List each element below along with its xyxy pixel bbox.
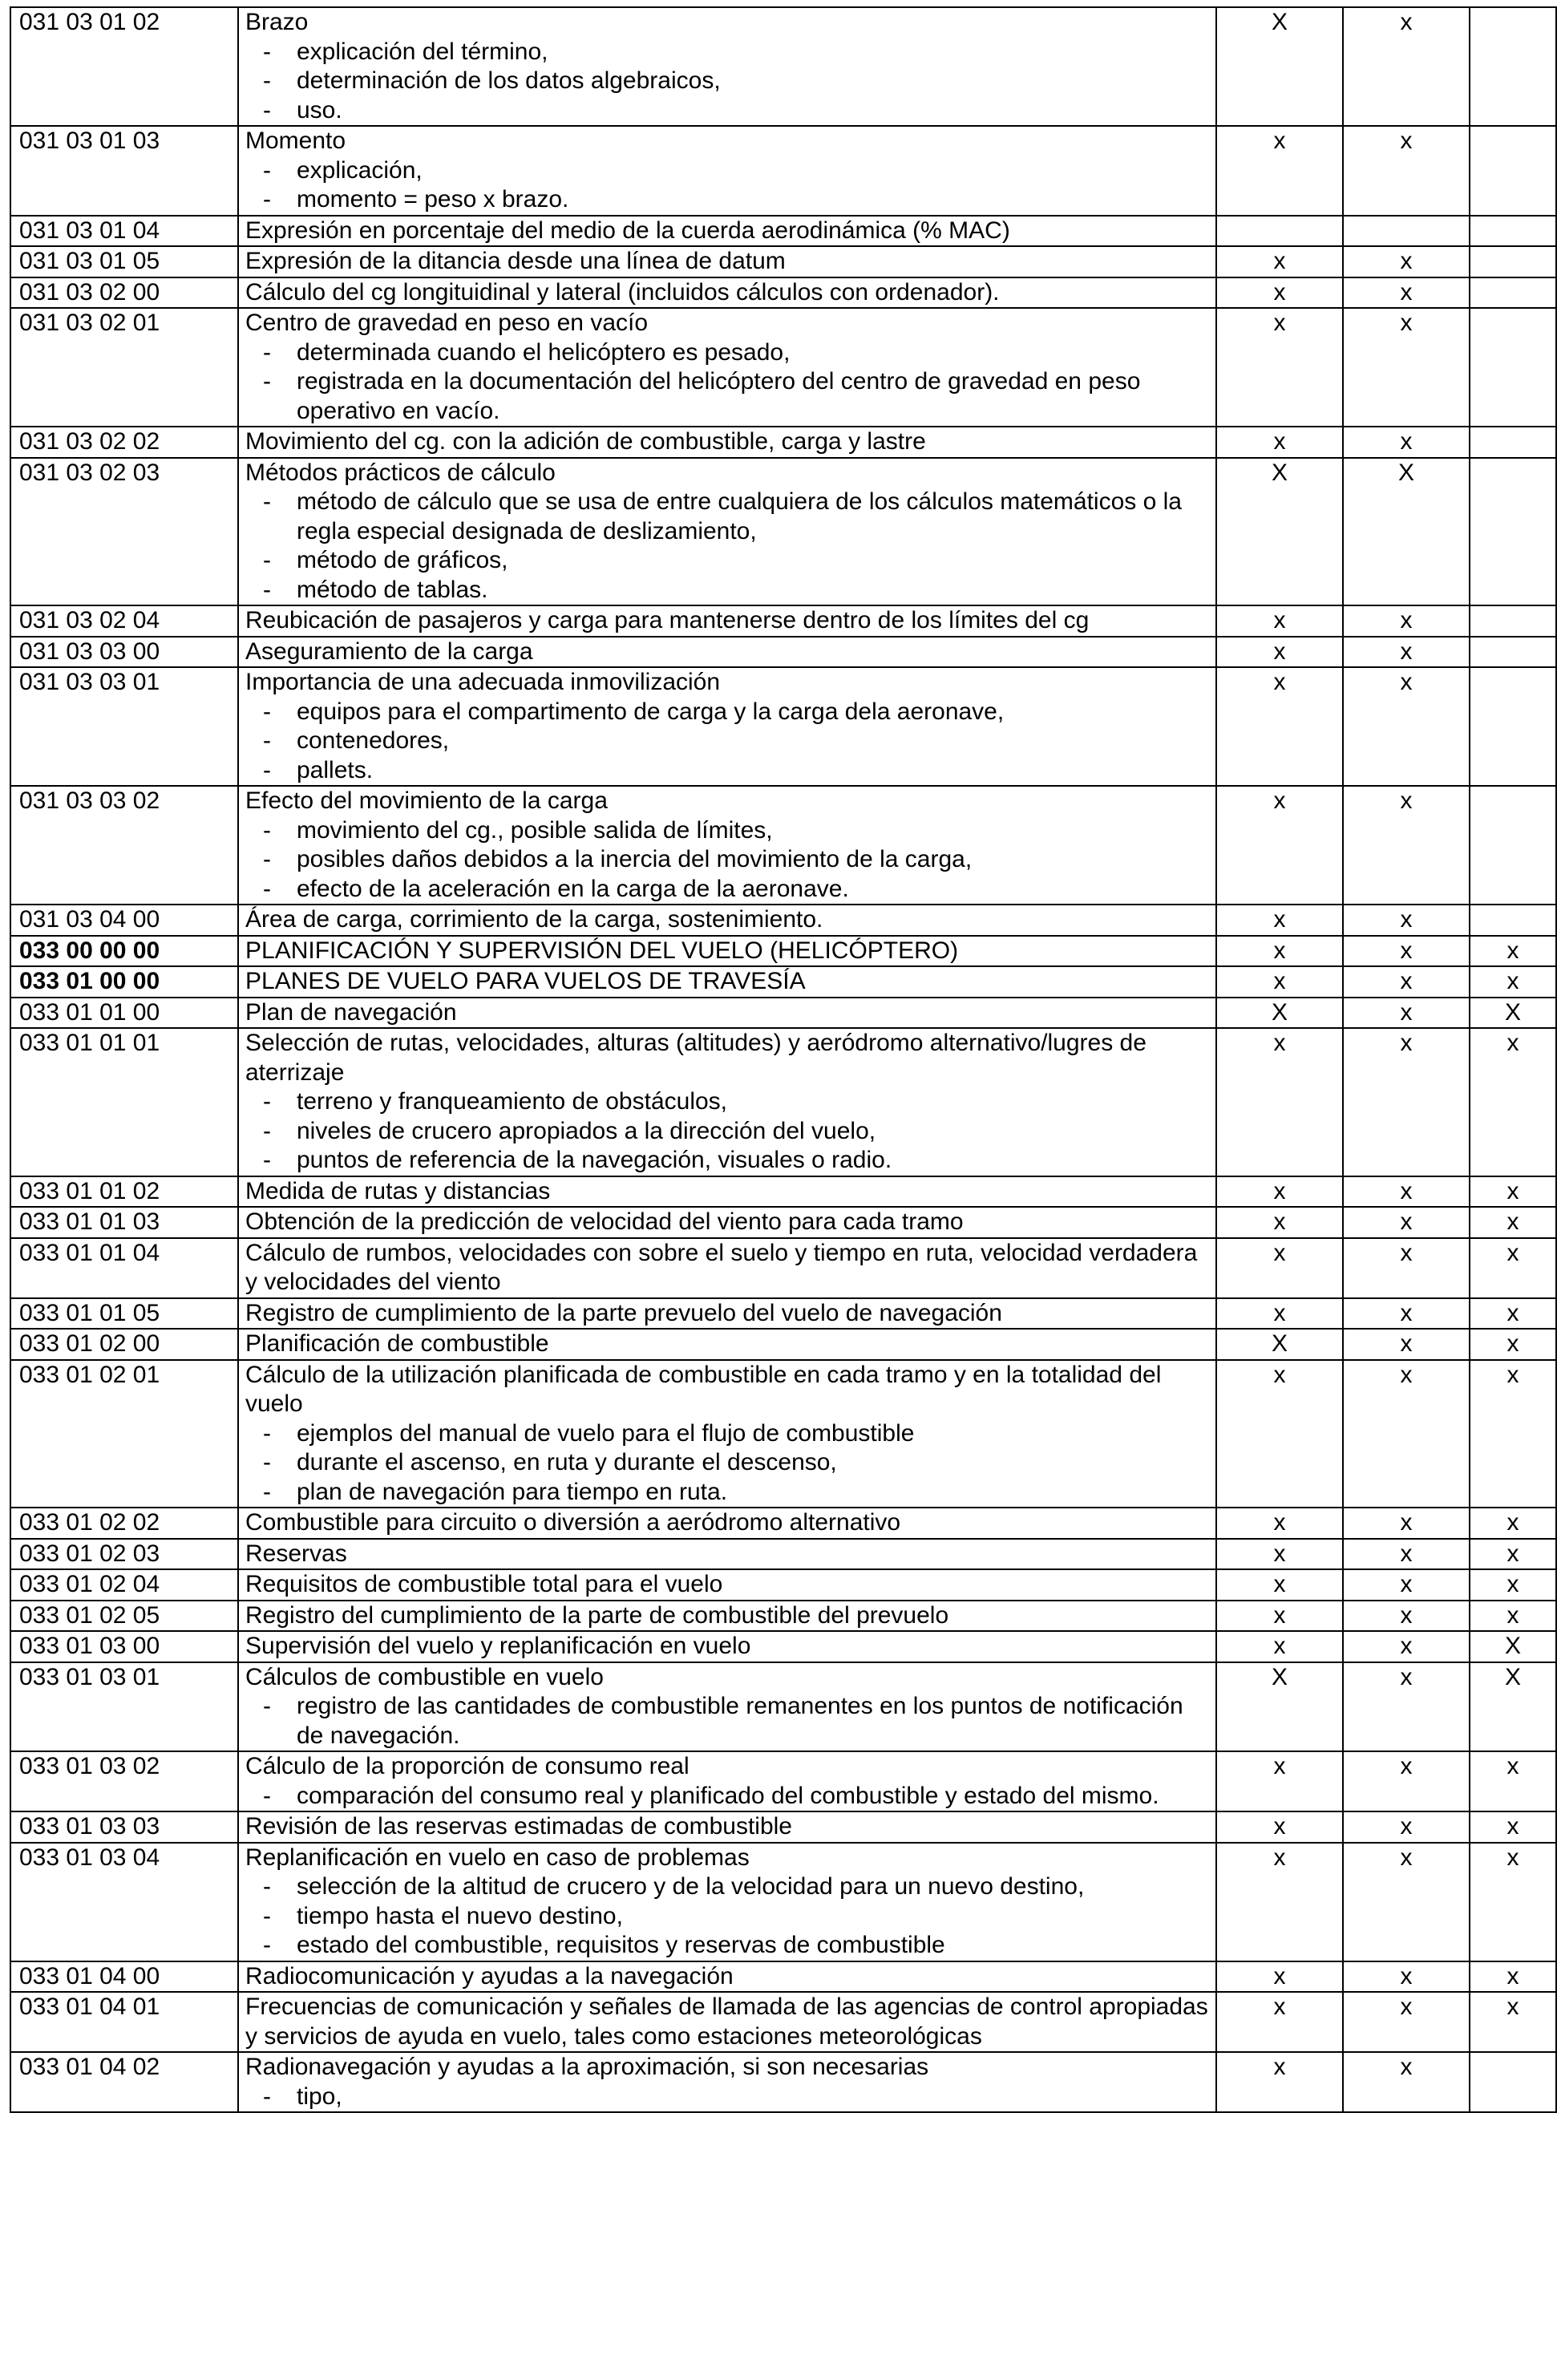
row-mark-col-2: x <box>1343 998 1470 1029</box>
row-bullet: - plan de navegación para tiempo en ruta. <box>245 1478 1211 1508</box>
row-description <box>238 1508 1216 1539</box>
row-mark-col-2: x <box>1343 1751 1470 1811</box>
row-mark-col-2: x <box>1343 786 1470 905</box>
table-row <box>10 246 1556 277</box>
table-row <box>10 1751 1556 1811</box>
table-row <box>10 458 1556 606</box>
row-mark-col-2: x <box>1343 1508 1470 1539</box>
row-code: 031 03 02 04 <box>10 605 238 637</box>
table-row <box>10 1811 1556 1843</box>
row-mark-col-2: x <box>1343 1992 1470 2052</box>
row-bullet: - posibles daños debidos a la inercia del movimiento de la carga, <box>245 845 1211 875</box>
row-mark-col-2: x <box>1343 277 1470 309</box>
row-bullet: - movimiento del cg., posible salida de límites, <box>245 816 1211 846</box>
row-mark-col-1: x <box>1216 1298 1343 1330</box>
row-mark-col-3: x <box>1470 1028 1556 1176</box>
row-title: Momento <box>245 128 346 154</box>
row-mark-col-2: x <box>1343 637 1470 668</box>
row-mark-col-1: x <box>1216 667 1343 786</box>
row-mark-col-1: x <box>1216 1961 1343 1993</box>
row-code: 033 01 03 00 <box>10 1631 238 1662</box>
row-title: PLANES DE VUELO PARA VUELOS DE TRAVESÍA <box>245 968 806 994</box>
row-title: Área de carga, corrimiento de la carga, sostenimiento. <box>245 906 823 933</box>
table-row <box>10 667 1556 786</box>
row-mark-col-1: x <box>1216 1843 1343 1961</box>
row-description <box>238 667 1216 786</box>
row-mark-col-3: x <box>1470 1601 1556 1632</box>
row-mark-col-2: x <box>1343 1238 1470 1298</box>
row-mark-col-3 <box>1470 2052 1556 2112</box>
row-code: 033 01 02 04 <box>10 1569 238 1601</box>
row-description <box>238 1176 1216 1208</box>
row-mark-col-2: x <box>1343 308 1470 427</box>
row-code: 031 03 01 03 <box>10 126 238 216</box>
row-code: 033 01 03 01 <box>10 1662 238 1752</box>
syllabus-page <box>10 6 1555 2113</box>
row-code: 033 01 02 05 <box>10 1601 238 1632</box>
row-description <box>238 216 1216 247</box>
row-mark-col-3: x <box>1470 966 1556 998</box>
row-title: Expresión en porcentaje del medio de la cuerda aerodinámica (% MAC) <box>245 217 1010 244</box>
row-bullet: - niveles de crucero apropiados a la dirección del vuelo, <box>245 1117 1211 1147</box>
row-bullet: - momento = peso x brazo. <box>245 185 1211 215</box>
row-title: Efecto del movimiento de la carga <box>245 787 608 814</box>
row-mark-col-1: x <box>1216 277 1343 309</box>
row-mark-col-3 <box>1470 605 1556 637</box>
row-mark-col-2: X <box>1343 458 1470 606</box>
table-row <box>10 126 1556 216</box>
row-description <box>238 126 1216 216</box>
row-mark-col-1: x <box>1216 966 1343 998</box>
row-mark-col-1: x <box>1216 126 1343 216</box>
row-bullet: - efecto de la aceleración en la carga de la aeronave. <box>245 875 1211 905</box>
row-description <box>238 998 1216 1029</box>
row-description <box>238 786 1216 905</box>
row-mark-col-1: x <box>1216 1751 1343 1811</box>
row-mark-col-2: x <box>1343 246 1470 277</box>
row-code: 033 01 02 00 <box>10 1329 238 1360</box>
row-mark-col-1: X <box>1216 1662 1343 1752</box>
table-row <box>10 1329 1556 1360</box>
row-mark-col-2: x <box>1343 2052 1470 2112</box>
row-mark-col-2: x <box>1343 1028 1470 1176</box>
row-mark-col-1: x <box>1216 936 1343 967</box>
row-description <box>238 458 1216 606</box>
row-mark-col-3 <box>1470 905 1556 936</box>
row-bullet: - determinada cuando el helicóptero es pesado, <box>245 338 1211 368</box>
row-code: 033 01 02 02 <box>10 1508 238 1539</box>
table-row <box>10 1298 1556 1330</box>
row-mark-col-2: x <box>1343 7 1470 126</box>
row-mark-col-2: x <box>1343 1569 1470 1601</box>
row-code: 031 03 02 00 <box>10 277 238 309</box>
row-title: Frecuencias de comunicación y señales de llamada de las agencias de control apropiadas y servicios de ayuda en vuelo, tales como estaciones meteorológicas <box>245 1993 1208 2050</box>
row-bullet: - tiempo hasta el nuevo destino, <box>245 1902 1211 1932</box>
row-mark-col-2: x <box>1343 1176 1470 1208</box>
row-mark-col-2: x <box>1343 1360 1470 1508</box>
row-code: 031 03 03 01 <box>10 667 238 786</box>
table-row <box>10 1662 1556 1752</box>
row-mark-col-3: x <box>1470 1843 1556 1961</box>
table-row <box>10 216 1556 247</box>
row-mark-col-1: x <box>1216 1176 1343 1208</box>
row-code: 033 01 03 02 <box>10 1751 238 1811</box>
row-mark-col-3: X <box>1470 1662 1556 1752</box>
row-description <box>238 2052 1216 2112</box>
row-description <box>238 277 1216 309</box>
row-code: 031 03 02 02 <box>10 427 238 458</box>
row-title: Cálculos de combustible en vuelo <box>245 1663 604 1690</box>
row-mark-col-2: x <box>1343 427 1470 458</box>
row-title: Brazo <box>245 9 309 35</box>
row-description <box>238 7 1216 126</box>
row-code: 031 03 01 02 <box>10 7 238 126</box>
row-bullet: - registrada en la documentación del helicóptero del centro de gravedad en peso operativo en vacío. <box>245 367 1211 426</box>
row-code: 033 01 04 01 <box>10 1992 238 2052</box>
row-mark-col-2: x <box>1343 605 1470 637</box>
row-mark-col-3 <box>1470 126 1556 216</box>
row-description <box>238 1961 1216 1993</box>
row-mark-col-1: x <box>1216 637 1343 668</box>
row-mark-col-3 <box>1470 458 1556 606</box>
table-row <box>10 905 1556 936</box>
row-code: 033 01 01 04 <box>10 1238 238 1298</box>
row-mark-col-1: x <box>1216 427 1343 458</box>
row-bullet: - determinación de los datos algebraicos, <box>245 67 1211 96</box>
row-mark-col-3 <box>1470 308 1556 427</box>
row-title: Centro de gravedad en peso en vacío <box>245 310 649 336</box>
table-row <box>10 1843 1556 1961</box>
row-title: Aseguramiento de la carga <box>245 638 533 665</box>
row-bullet: - equipos para el compartimento de carga y la carga dela aeronave, <box>245 698 1211 727</box>
row-description <box>238 1631 1216 1662</box>
row-code: 031 03 03 00 <box>10 637 238 668</box>
row-title: Replanificación en vuelo en caso de problemas <box>245 1844 750 1871</box>
row-mark-col-1: X <box>1216 1329 1343 1360</box>
row-code: 033 01 04 00 <box>10 1961 238 1993</box>
row-bullet: - durante el ascenso, en ruta y durante el descenso, <box>245 1448 1211 1478</box>
row-mark-col-2: x <box>1343 1631 1470 1662</box>
row-title: Importancia de una adecuada inmovilización <box>245 669 721 695</box>
row-code: 031 03 03 02 <box>10 786 238 905</box>
row-mark-col-3: X <box>1470 1631 1556 1662</box>
table-row <box>10 1539 1556 1570</box>
row-description <box>238 637 1216 668</box>
row-mark-col-2: x <box>1343 1207 1470 1238</box>
row-mark-col-3: x <box>1470 1298 1556 1330</box>
row-mark-col-3 <box>1470 7 1556 126</box>
row-mark-col-2: x <box>1343 1811 1470 1843</box>
table-row <box>10 1238 1556 1298</box>
row-mark-col-3: x <box>1470 1207 1556 1238</box>
row-title: Supervisión del vuelo y replanificación en vuelo <box>245 1633 751 1659</box>
row-mark-col-3: x <box>1470 1961 1556 1993</box>
row-mark-col-1: x <box>1216 1508 1343 1539</box>
row-code: 033 01 01 05 <box>10 1298 238 1330</box>
row-mark-col-2: x <box>1343 1961 1470 1993</box>
row-mark-col-3 <box>1470 427 1556 458</box>
row-mark-col-3: x <box>1470 1751 1556 1811</box>
row-description <box>238 936 1216 967</box>
row-bullet: - método de tablas. <box>245 576 1211 605</box>
row-mark-col-3: x <box>1470 1569 1556 1601</box>
row-mark-col-1: x <box>1216 308 1343 427</box>
row-mark-col-1: x <box>1216 1631 1343 1662</box>
row-mark-col-3: x <box>1470 1811 1556 1843</box>
row-title: PLANIFICACIÓN Y SUPERVISIÓN DEL VUELO (HELICÓPTERO) <box>245 937 959 964</box>
row-mark-col-1: X <box>1216 458 1343 606</box>
row-title: Reservas <box>245 1540 347 1567</box>
row-mark-col-1: x <box>1216 246 1343 277</box>
row-code: 033 01 01 02 <box>10 1176 238 1208</box>
row-title: Medida de rutas y distancias <box>245 1177 551 1204</box>
row-mark-col-1: x <box>1216 1811 1343 1843</box>
row-mark-col-3: x <box>1470 1539 1556 1570</box>
row-mark-col-1: x <box>1216 905 1343 936</box>
row-title: Cálculo de la utilización planificada de combustible en cada tramo y en la totalidad del vuelo <box>245 1361 1162 1417</box>
table-body <box>10 7 1556 2112</box>
row-code: 031 03 01 05 <box>10 246 238 277</box>
row-description <box>238 1207 1216 1238</box>
row-mark-col-1: x <box>1216 1360 1343 1508</box>
table-row <box>10 966 1556 998</box>
table-row <box>10 605 1556 637</box>
row-mark-col-2: x <box>1343 905 1470 936</box>
row-mark-col-3 <box>1470 637 1556 668</box>
row-mark-col-1: X <box>1216 998 1343 1029</box>
row-title: Reubicación de pasajeros y carga para mantenerse dentro de los límites del cg <box>245 607 1090 633</box>
row-description <box>238 1811 1216 1843</box>
row-description <box>238 1992 1216 2052</box>
row-mark-col-3: x <box>1470 1360 1556 1508</box>
table-row <box>10 1569 1556 1601</box>
row-title: Expresión de la ditancia desde una línea de datum <box>245 248 786 274</box>
row-title: Radiocomunicación y ayudas a la navegación <box>245 1962 734 1989</box>
row-title: Movimiento del cg. con la adición de combustible, carga y lastre <box>245 428 926 455</box>
row-title: Registro de cumplimiento de la parte prevuelo del vuelo de navegación <box>245 1299 1002 1326</box>
row-bullet: - uso. <box>245 96 1211 126</box>
row-mark-col-3 <box>1470 277 1556 309</box>
row-bullet: - explicación del término, <box>245 38 1211 67</box>
row-description <box>238 1238 1216 1298</box>
row-code: 031 03 02 01 <box>10 308 238 427</box>
row-mark-col-3: x <box>1470 936 1556 967</box>
table-row <box>10 427 1556 458</box>
table-row <box>10 1961 1556 1993</box>
row-mark-col-2: x <box>1343 1329 1470 1360</box>
table-row <box>10 2052 1556 2112</box>
row-mark-col-3 <box>1470 216 1556 247</box>
row-description <box>238 905 1216 936</box>
row-bullet: - comparación del consumo real y planificado del combustible y estado del mismo. <box>245 1782 1211 1811</box>
row-mark-col-2: x <box>1343 1298 1470 1330</box>
row-code: 033 01 02 01 <box>10 1360 238 1508</box>
row-description <box>238 1843 1216 1961</box>
row-title: Planificación de combustible <box>245 1330 549 1357</box>
row-mark-col-2: x <box>1343 667 1470 786</box>
row-mark-col-1: x <box>1216 2052 1343 2112</box>
row-code: 033 01 03 03 <box>10 1811 238 1843</box>
syllabus-table <box>10 6 1557 2113</box>
table-row <box>10 786 1556 905</box>
row-title: Radionavegación y ayudas a la aproximación, si son necesarias <box>245 2054 929 2080</box>
row-code: 033 01 02 03 <box>10 1539 238 1570</box>
row-bullet: - terreno y franqueamiento de obstáculos, <box>245 1087 1211 1117</box>
row-description <box>238 427 1216 458</box>
row-bullet: - método de cálculo que se usa de entre cualquiera de los cálculos matemáticos o la regla especial designada de deslizamiento, <box>245 488 1211 546</box>
row-mark-col-3 <box>1470 786 1556 905</box>
row-bullet: - tipo, <box>245 2082 1211 2112</box>
row-mark-col-2: x <box>1343 966 1470 998</box>
row-description <box>238 1601 1216 1632</box>
row-title: Plan de navegación <box>245 998 457 1026</box>
row-code: 031 03 02 03 <box>10 458 238 606</box>
row-code: 031 03 01 04 <box>10 216 238 247</box>
row-mark-col-2: x <box>1343 1843 1470 1961</box>
row-description <box>238 246 1216 277</box>
row-mark-col-3: x <box>1470 1176 1556 1208</box>
row-mark-col-3: x <box>1470 1238 1556 1298</box>
row-description <box>238 1539 1216 1570</box>
row-mark-col-1: x <box>1216 786 1343 905</box>
row-bullet: - selección de la altitud de crucero y de la velocidad para un nuevo destino, <box>245 1872 1211 1902</box>
row-description <box>238 1360 1216 1508</box>
table-row <box>10 1176 1556 1208</box>
row-title: Métodos prácticos de cálculo <box>245 459 556 486</box>
table-row <box>10 1601 1556 1632</box>
table-row <box>10 7 1556 126</box>
row-mark-col-1: x <box>1216 605 1343 637</box>
row-mark-col-1: x <box>1216 1539 1343 1570</box>
table-row <box>10 936 1556 967</box>
row-mark-col-2: x <box>1343 1539 1470 1570</box>
row-code: 033 01 00 00 <box>10 966 238 998</box>
row-mark-col-2: x <box>1343 936 1470 967</box>
row-description <box>238 966 1216 998</box>
row-bullet: - puntos de referencia de la navegación, visuales o radio. <box>245 1146 1211 1176</box>
row-mark-col-2 <box>1343 216 1470 247</box>
table-row <box>10 1207 1556 1238</box>
row-mark-col-1: X <box>1216 7 1343 126</box>
row-mark-col-2: x <box>1343 1601 1470 1632</box>
table-row <box>10 998 1556 1029</box>
row-code: 033 01 01 00 <box>10 998 238 1029</box>
row-description <box>238 1569 1216 1601</box>
table-row <box>10 1360 1556 1508</box>
row-title: Obtención de la predicción de velocidad del viento para cada tramo <box>245 1208 964 1235</box>
row-description <box>238 1028 1216 1176</box>
row-title: Revisión de las reservas estimadas de combustible <box>245 1813 792 1840</box>
row-mark-col-1: x <box>1216 1992 1343 2052</box>
table-row <box>10 1992 1556 2052</box>
row-description <box>238 1329 1216 1360</box>
row-code: 033 01 04 02 <box>10 2052 238 2112</box>
table-row <box>10 1631 1556 1662</box>
row-description <box>238 1751 1216 1811</box>
row-mark-col-1: x <box>1216 1569 1343 1601</box>
row-mark-col-2: x <box>1343 126 1470 216</box>
row-bullet: - ejemplos del manual de vuelo para el flujo de combustible <box>245 1419 1211 1449</box>
row-title: Registro del cumplimiento de la parte de combustible del prevuelo <box>245 1601 949 1629</box>
row-code: 033 01 01 03 <box>10 1207 238 1238</box>
table-row <box>10 1028 1556 1176</box>
row-title: Cálculo de rumbos, velocidades con sobre el suelo y tiempo en ruta, velocidad verdadera y velocidades del viento <box>245 1239 1198 1295</box>
row-bullet: - estado del combustible, requisitos y reservas de combustible <box>245 1931 1211 1961</box>
row-bullet: - método de gráficos, <box>245 546 1211 576</box>
row-bullet: - explicación, <box>245 156 1211 186</box>
table-row <box>10 277 1556 309</box>
row-bullet: - pallets. <box>245 756 1211 786</box>
row-mark-col-3 <box>1470 246 1556 277</box>
row-code: 033 01 01 01 <box>10 1028 238 1176</box>
row-description <box>238 1662 1216 1752</box>
row-description <box>238 605 1216 637</box>
row-mark-col-1: x <box>1216 1601 1343 1632</box>
row-code: 033 00 00 00 <box>10 936 238 967</box>
row-title: Cálculo del cg longituidinal y lateral (incluidos cálculos con ordenador). <box>245 278 1000 306</box>
row-mark-col-2: x <box>1343 1662 1470 1752</box>
row-title: Combustible para circuito o diversión a aeródromo alternativo <box>245 1509 901 1536</box>
table-row <box>10 637 1556 668</box>
row-description <box>238 308 1216 427</box>
row-mark-col-3: x <box>1470 1992 1556 2052</box>
row-mark-col-3: X <box>1470 998 1556 1029</box>
row-bullet: - contenedores, <box>245 727 1211 756</box>
row-mark-col-1: x <box>1216 1207 1343 1238</box>
table-row <box>10 308 1556 427</box>
row-mark-col-1: x <box>1216 1028 1343 1176</box>
row-mark-col-3: x <box>1470 1329 1556 1360</box>
row-mark-col-3: x <box>1470 1508 1556 1539</box>
row-mark-col-3 <box>1470 667 1556 786</box>
row-code: 033 01 03 04 <box>10 1843 238 1961</box>
row-description <box>238 1298 1216 1330</box>
table-row <box>10 1508 1556 1539</box>
row-bullet: - registro de las cantidades de combustible remanentes en los puntos de notificación de navegación. <box>245 1692 1211 1751</box>
row-mark-col-1 <box>1216 216 1343 247</box>
row-code: 031 03 04 00 <box>10 905 238 936</box>
row-title: Cálculo de la proporción de consumo real <box>245 1753 690 1779</box>
row-mark-col-1: x <box>1216 1238 1343 1298</box>
row-title: Requisitos de combustible total para el vuelo <box>245 1571 723 1597</box>
row-title: Selección de rutas, velocidades, alturas (altitudes) y aeródromo alternativo/lugres de aterrizaje <box>245 1030 1147 1086</box>
